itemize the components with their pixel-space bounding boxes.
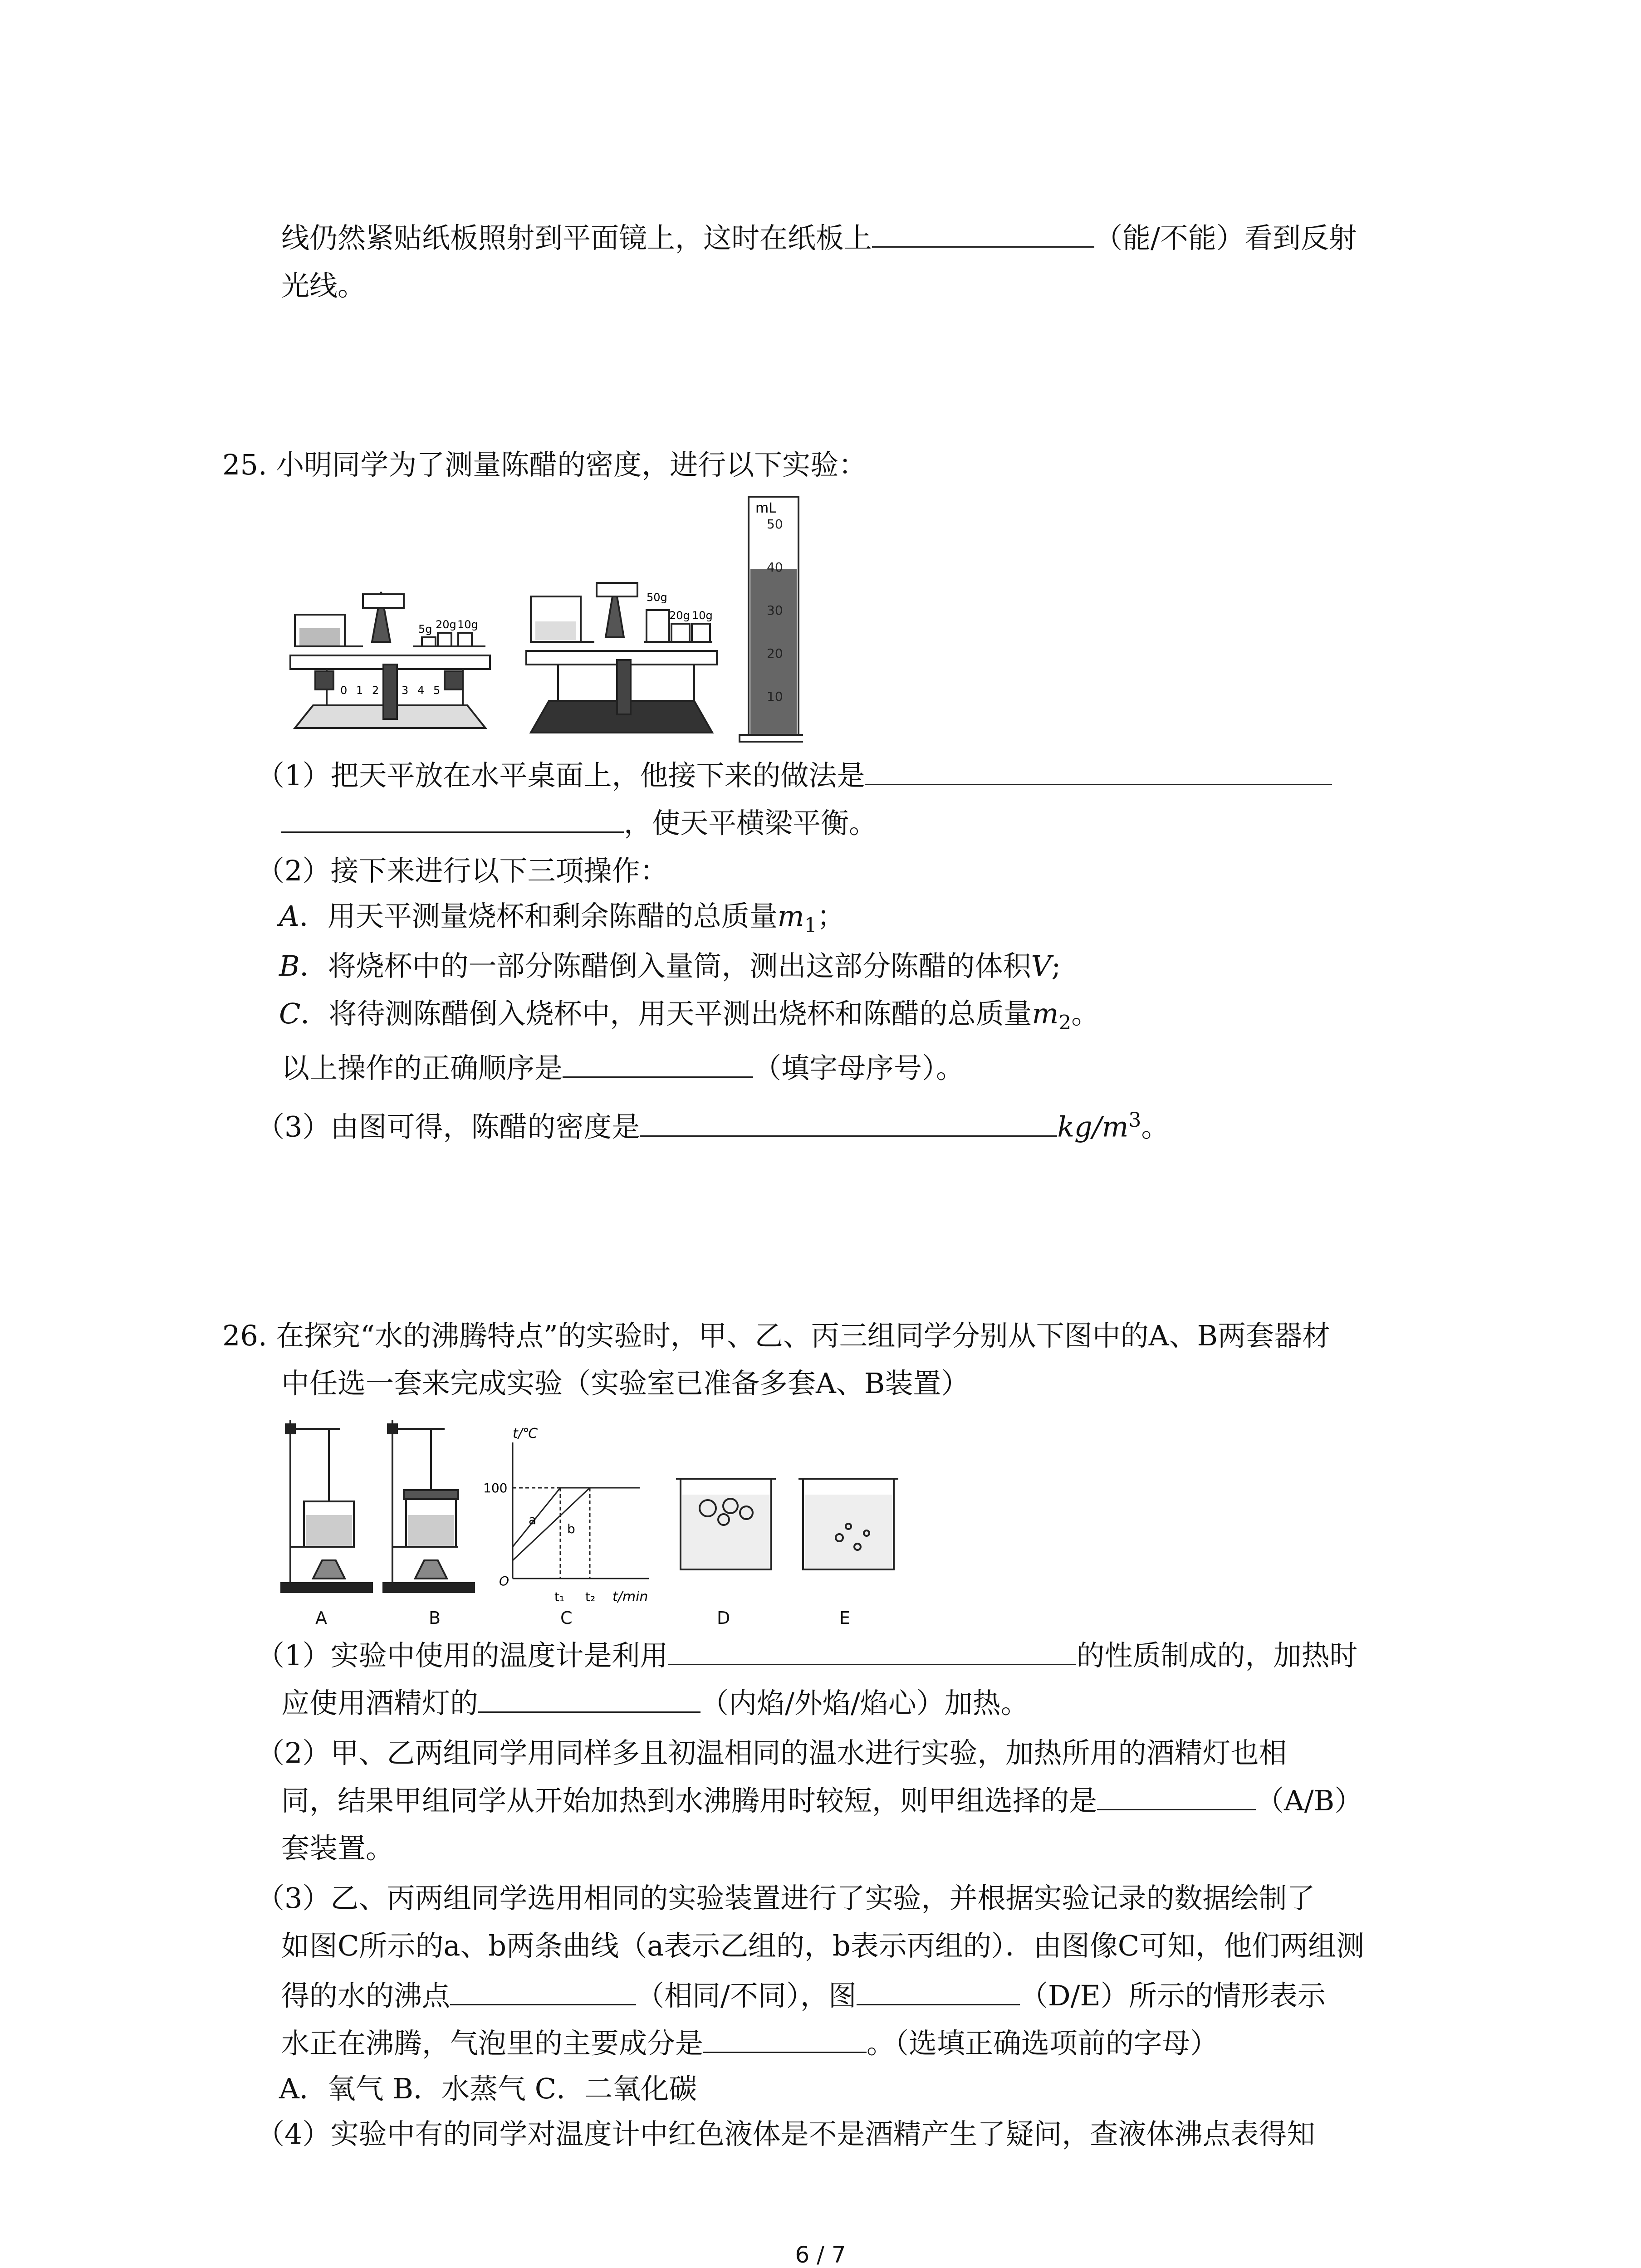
beaker-e (798, 1479, 898, 1569)
b2-w3: 10g (692, 609, 713, 622)
q24-line1: 线仍然紧贴纸板照射到平面镜上，这时在纸板上 （能/不能）看到反射 (281, 220, 1357, 256)
graduated-cylinder (740, 497, 803, 742)
q25-order-blank[interactable] (563, 1050, 753, 1078)
svg-text:5: 5 (433, 684, 441, 697)
balance-2 (526, 583, 717, 733)
svg-text:50: 50 (767, 517, 783, 532)
q26-p1-line1: （1）实验中使用的温度计是利用 的性质制成的，加热时 (256, 1637, 1357, 1674)
q26-p4: （4）实验中有的同学对温度计中红色液体是不是酒精产生了疑问，查液体沸点表得知 (256, 2117, 1315, 2151)
svg-text:3: 3 (402, 684, 409, 697)
cyl-unit: mL (755, 500, 776, 516)
apparatus-a (281, 1420, 372, 1592)
page-number: 6 / 7 (795, 2242, 846, 2268)
q26-p3-line1: （3）乙、丙两组同学选用相同的实验装置进行了实验，并根据实验记录的数据绘制了 (256, 1882, 1315, 1915)
q25-order: 以上操作的正确顺序是 （填字母序号）。 (281, 1050, 964, 1086)
q26-p2-line2: 同，结果甲组同学从开始加热到水沸腾用时较短，则甲组选择的是 （A/B） (281, 1783, 1362, 1819)
q25-stem: 25. 小明同学为了测量陈醋的密度，进行以下实验： (222, 448, 867, 481)
q26-thermometer-blank[interactable] (668, 1637, 1076, 1665)
svg-text:30: 30 (767, 603, 783, 618)
svg-text:10: 10 (767, 689, 783, 704)
graph-x-label: t/min (612, 1589, 648, 1605)
graph-y-label: t/℃ (513, 1426, 538, 1442)
q26-p3-line3: 得的水的沸点 （相同/不同），图 （D/E）所示的情形表示 (281, 1978, 1326, 2014)
svg-text:20: 20 (767, 646, 783, 661)
apparatus-b (383, 1420, 474, 1592)
q26-flame-blank[interactable] (478, 1685, 700, 1713)
q26-bubble-blank[interactable] (703, 2025, 867, 2053)
q24-blank[interactable] (872, 220, 1094, 248)
q26-p3-line2: 如图C所示的a、b两条曲线（a表示乙组的，b表示丙组的）．由图像C可知，他们两组测 (281, 1929, 1365, 1962)
fig-label-e: E (839, 1608, 851, 1628)
q25-p3: （3）由图可得，陈醋的密度是 $kg/m^3$。 (256, 1109, 1170, 1144)
fig-label-d: D (717, 1608, 730, 1628)
graph-c (513, 1442, 649, 1579)
svg-text:1: 1 (356, 684, 363, 697)
q25-optC: C．将待测陈醋倒入烧杯中，用天平测出烧杯和陈醋的总质量$m_2$。 (279, 997, 1100, 1035)
q24-line2: 光线。 (281, 269, 366, 302)
q25-optA: A．用天平测量烧杯和剩余陈醋的总质量$m_1$； (279, 899, 845, 937)
fig-label-c: C (560, 1608, 573, 1628)
b1-w1: 5g (418, 623, 432, 635)
svg-text:2: 2 (372, 684, 379, 697)
graph-origin: O (499, 1574, 509, 1589)
q25-figure (277, 492, 803, 746)
q25-optB: B．将烧杯中的一部分陈醋倒入量筒，测出这部分陈醋的体积V; (279, 949, 1061, 982)
q25-p2: （2）接下来进行以下三项操作： (256, 854, 668, 887)
svg-text:40: 40 (767, 560, 783, 575)
q25-p1-blank-a[interactable] (865, 758, 1332, 785)
b1-w2: 20g (436, 618, 456, 631)
b2-w2: 20g (669, 609, 690, 622)
q26-options: A．氧气 B．水蒸气 C．二氧化碳 (279, 2072, 697, 2105)
q26-p3-line4: 水正在沸腾，气泡里的主要成分是 。（选填正确选项前的字母） (281, 2025, 1218, 2062)
balance-1 (290, 592, 490, 728)
svg-text:0: 0 (340, 684, 348, 697)
graph-t1: t₁ (554, 1589, 565, 1604)
q25-p1-line1: （1）把天平放在水平桌面上，他接下来的做法是 (256, 758, 1332, 794)
q26-figure-blank[interactable] (857, 1978, 1020, 2005)
q26-boiling-blank[interactable] (450, 1978, 636, 2005)
q25-density-blank[interactable] (640, 1109, 1057, 1137)
q25-p1-blank-b[interactable] (281, 805, 624, 833)
fig-label-a: A (315, 1608, 327, 1628)
graph-curve-a: a (529, 1512, 537, 1527)
svg-text:4: 4 (417, 684, 425, 697)
graph-curve-b: b (567, 1521, 575, 1536)
q26-figure (277, 1411, 912, 1619)
fig-label-b: B (429, 1608, 441, 1628)
b1-w3: 10g (457, 618, 478, 631)
q26-stem1: 26. 在探究“水的沸腾特点”的实验时，甲、乙、丙三组同学分别从下图中的A、B两套器材 (222, 1319, 1331, 1352)
graph-100: 100 (483, 1481, 508, 1496)
q26-setup-blank[interactable] (1097, 1783, 1256, 1810)
graph-t2: t₂ (585, 1589, 596, 1604)
q26-stem2: 中任选一套来完成实验（实验室已准备多套A、B装置） (281, 1367, 970, 1400)
q26-p1-line2: 应使用酒精灯的 （内焰/外焰/焰心）加热。 (281, 1685, 1029, 1721)
q26-p2-line3: 套装置。 (281, 1832, 394, 1865)
b2-w1: 50g (647, 591, 667, 604)
q26-p2-line1: （2）甲、乙两组同学用同样多且初温相同的温水进行实验，加热所用的酒精灯也相 (256, 1736, 1287, 1769)
beaker-d (676, 1479, 776, 1569)
q25-p1-line2: ，使天平横梁平衡。 (281, 805, 877, 841)
